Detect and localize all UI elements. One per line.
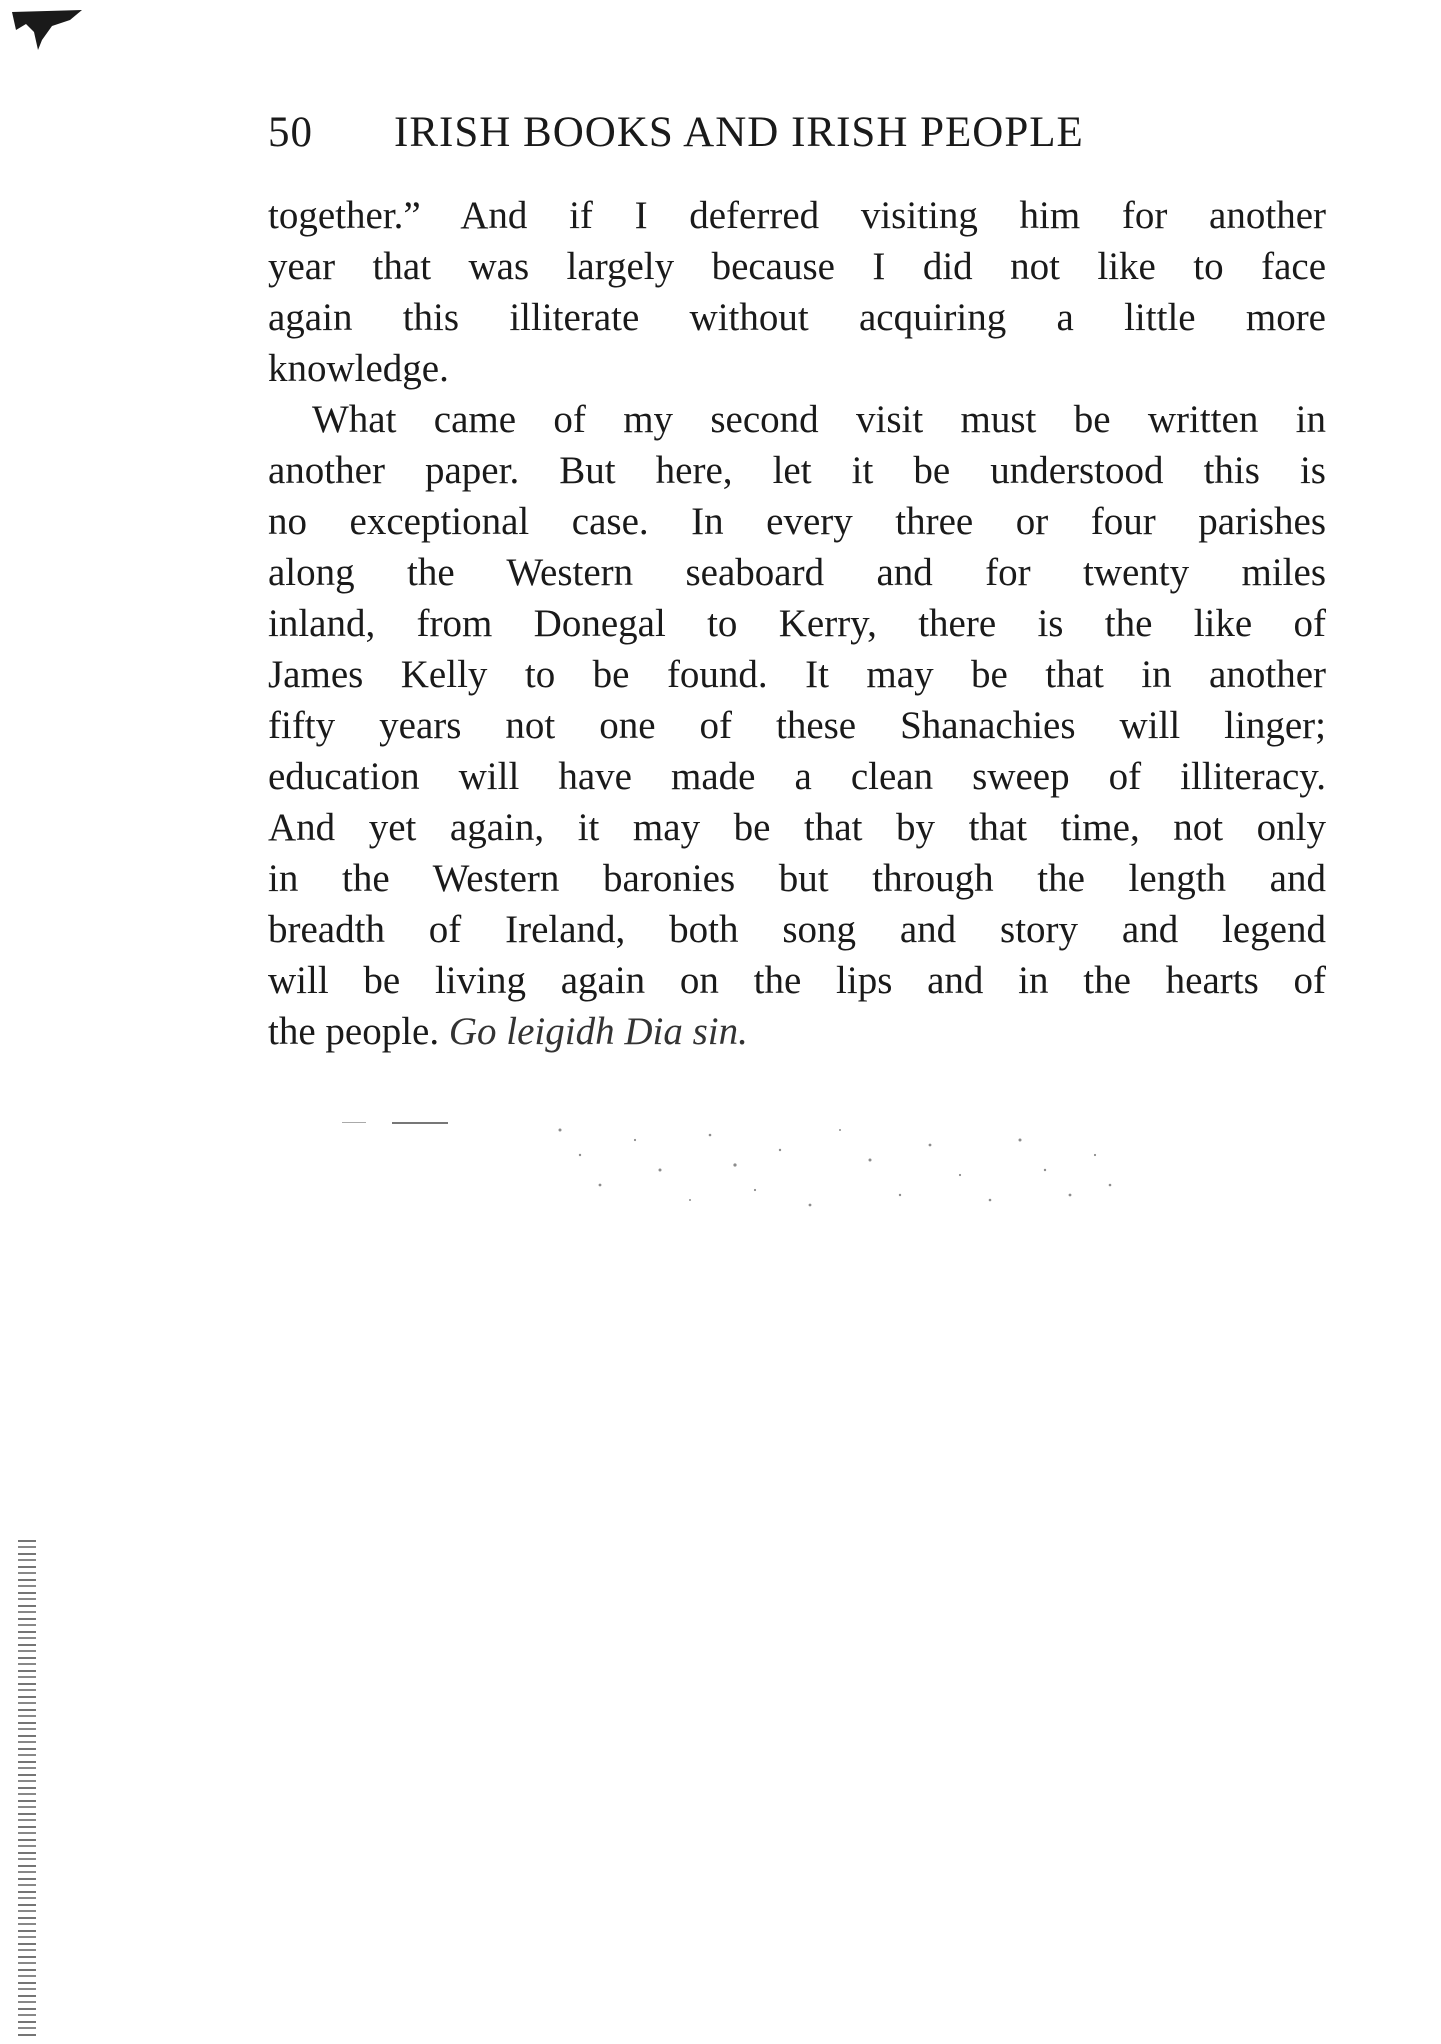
text-line: And yet again, it may be that by that time, not only xyxy=(268,806,1326,849)
page-number: 50 xyxy=(268,109,313,156)
body-text xyxy=(268,190,1326,1057)
text-line: education will have made a clean sweep of illiteracy. xyxy=(268,755,1326,798)
running-head xyxy=(268,108,1308,168)
text-line: James Kelly to be found. It may be that in another xyxy=(268,653,1326,696)
running-title: IRISH BOOKS AND IRISH PEOPLE xyxy=(394,109,1084,156)
text-line: no exceptional case. In every three or four parishes xyxy=(268,500,1326,543)
text-line: together.” And if I deferred visiting him for another xyxy=(268,194,1326,237)
scan-noise-artifact xyxy=(540,1110,1120,1220)
text-line: in the Western baronies but through the length and xyxy=(268,857,1326,900)
text-line: along the Western seaboard and for twenty miles xyxy=(268,551,1326,594)
irish-blessing: Go leigidh Dia sin. xyxy=(448,1010,748,1053)
final-line xyxy=(268,1006,1326,1057)
text-line: again this illiterate without acquiring a little more xyxy=(268,296,1326,339)
text-line: will be living again on the lips and in the hearts of xyxy=(268,959,1326,1002)
final-line-text: the people. xyxy=(268,1010,440,1053)
text-line: year that was largely because I did not like to face xyxy=(268,245,1326,288)
text-line: What came of my second visit must be written in xyxy=(312,398,1326,441)
text-line: inland, from Donegal to Kerry, there is the like of xyxy=(268,602,1326,645)
scan-rule-artifact xyxy=(342,1122,366,1123)
scan-rule-artifact xyxy=(392,1122,448,1124)
text-line: another paper. But here, let it be understood this is xyxy=(268,449,1326,492)
text-line: knowledge. xyxy=(268,347,449,390)
text-line: fifty years not one of these Shanachies will linger; xyxy=(268,704,1326,747)
text-line: breadth of Ireland, both song and story and legend xyxy=(268,908,1326,951)
scan-corner-artifact xyxy=(12,10,82,50)
scan-edge-artifact xyxy=(18,1540,36,2040)
